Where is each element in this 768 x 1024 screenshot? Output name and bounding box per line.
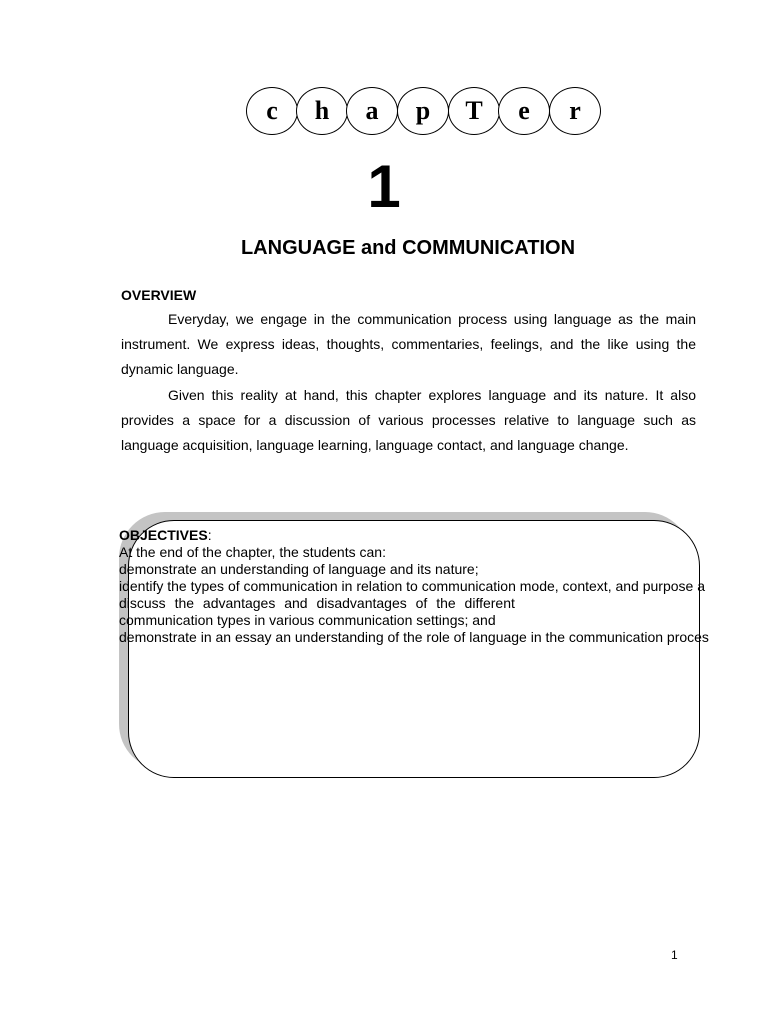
objectives-intro: At the end of the chapter, the students can: bbox=[119, 544, 386, 560]
chapter-letter: c bbox=[246, 87, 298, 135]
objectives-heading-colon: : bbox=[207, 527, 212, 543]
objective-item: demonstrate an understanding of language and its nature; bbox=[119, 561, 479, 577]
objectives-heading: OBJECTIVES bbox=[119, 527, 208, 543]
chapter-letter: a bbox=[346, 87, 398, 135]
objective-item: discuss the advantages and disadvantages of the different bbox=[119, 595, 515, 611]
objective-item: communication types in various communication settings; and bbox=[119, 612, 496, 628]
chapter-letter: r bbox=[549, 87, 601, 135]
chapter-letter: h bbox=[296, 87, 348, 135]
objective-item: demonstrate in an essay an understanding of the role of language in the communication proces bbox=[119, 629, 709, 645]
overview-heading: OVERVIEW bbox=[121, 287, 197, 303]
chapter-title: LANGUAGE and COMMUNICATION bbox=[240, 237, 576, 259]
chapter-number: 1 bbox=[367, 153, 401, 220]
overview-paragraph: Given this reality at hand, this chapter explores language and its nature. It also provides a space for a discussion of various processes relative to language such as language acquisition, language learning, language contact, and language change. bbox=[121, 387, 696, 453]
chapter-letter: e bbox=[498, 87, 550, 135]
objective-item: identify the types of communication in relation to communication mode, context, and purpose a bbox=[119, 578, 705, 594]
chapter-letter: T bbox=[448, 87, 500, 135]
objectives-heading-line bbox=[119, 527, 768, 544]
overview-paragraph: Everyday, we engage in the communication process using language as the main instrument. We express ideas, thoughts, commentaries, feelings, and the like using the dynamic language. bbox=[121, 311, 696, 377]
objectives-section bbox=[119, 527, 768, 646]
chapter-letter: p bbox=[397, 87, 449, 135]
page-number: 1 bbox=[671, 948, 678, 962]
